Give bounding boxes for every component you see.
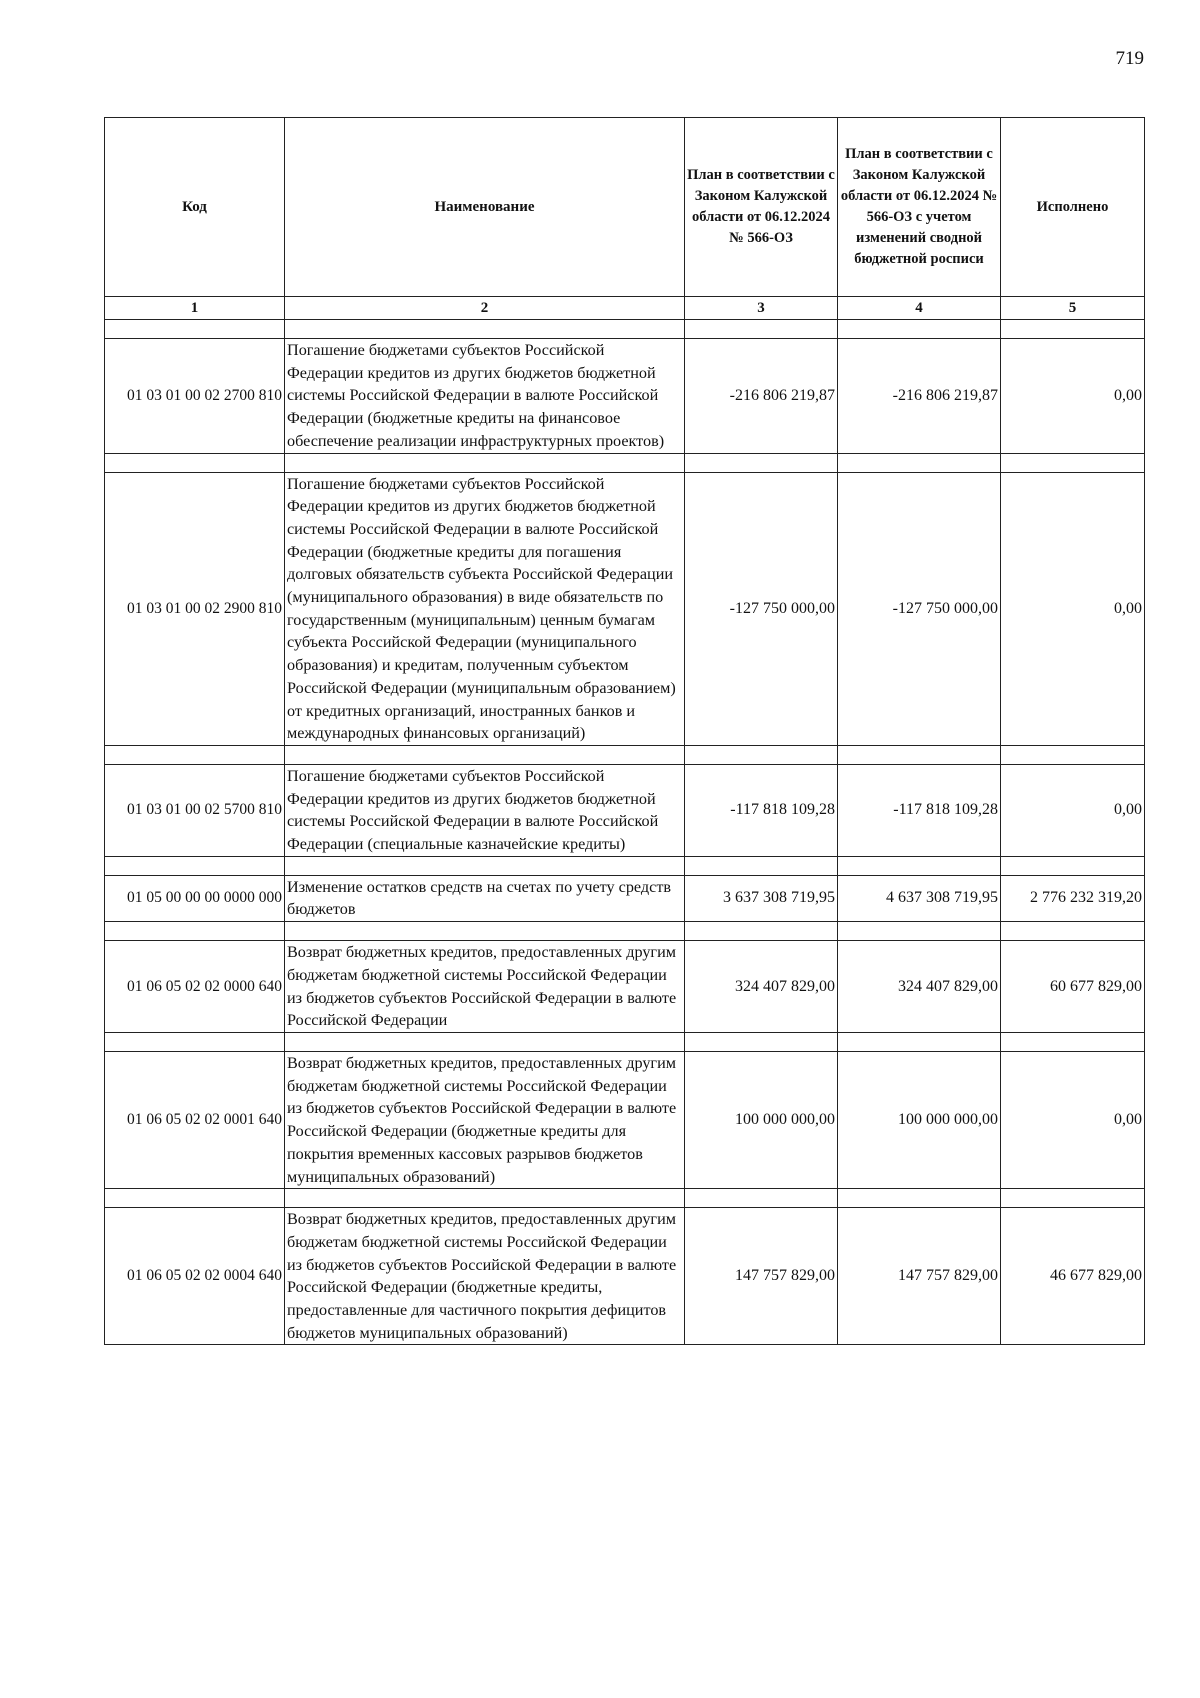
row-name: Погашение бюджетами субъектов Российской Федерации кредитов из других бюджетов бюджетной системы Российской Федерации в валюте Российской Федерации (бюджетные кредиты на финансовое обеспечение реализации инфраструктурных проектов) [285, 339, 685, 454]
row-executed: 2 776 232 319,20 [1001, 875, 1145, 921]
table-row [105, 941, 1145, 1033]
row-plan-law: 100 000 000,00 [685, 1051, 838, 1188]
spacer-row [105, 856, 1145, 875]
table-row [105, 472, 1145, 745]
spacer-row [105, 1032, 1145, 1051]
row-code: 01 06 05 02 02 0000 640 [105, 941, 285, 1033]
table-row [105, 1208, 1145, 1345]
row-executed: 0,00 [1001, 339, 1145, 454]
spacer-row [105, 320, 1145, 339]
header-executed: Исполнено [1001, 118, 1145, 297]
budget-table [104, 117, 1145, 1345]
row-executed: 0,00 [1001, 764, 1145, 856]
row-code: 01 06 05 02 02 0001 640 [105, 1051, 285, 1188]
row-name: Возврат бюджетных кредитов, предоставленных другим бюджетам бюджетной системы Российской Федерации из бюджетов субъектов Российской Федерации в валюте Российской Федерации (бюджетные кредиты для покрытия временных кассовых разрывов бюджетов муниципальных образований) [285, 1051, 685, 1188]
spacer-row [105, 745, 1145, 764]
row-code: 01 03 01 00 02 2900 810 [105, 472, 285, 745]
row-executed: 0,00 [1001, 472, 1145, 745]
row-code: 01 05 00 00 00 0000 000 [105, 875, 285, 921]
header-name: Наименование [285, 118, 685, 297]
column-number-row [105, 297, 1145, 320]
row-plan-law: 324 407 829,00 [685, 941, 838, 1033]
table-header-row [105, 118, 1145, 297]
row-plan-revised: -216 806 219,87 [838, 339, 1001, 454]
row-code: 01 03 01 00 02 2700 810 [105, 339, 285, 454]
row-plan-revised: 4 637 308 719,95 [838, 875, 1001, 921]
table-row [105, 1051, 1145, 1188]
row-plan-revised: -127 750 000,00 [838, 472, 1001, 745]
row-plan-revised: -117 818 109,28 [838, 764, 1001, 856]
row-plan-law: -216 806 219,87 [685, 339, 838, 454]
row-plan-revised: 324 407 829,00 [838, 941, 1001, 1033]
column-number: 3 [685, 297, 838, 320]
row-plan-law: 3 637 308 719,95 [685, 875, 838, 921]
row-plan-revised: 147 757 829,00 [838, 1208, 1001, 1345]
row-name: Погашение бюджетами субъектов Российской Федерации кредитов из других бюджетов бюджетной системы Российской Федерации в валюте Российской Федерации (специальные казначейские кредиты) [285, 764, 685, 856]
row-plan-revised: 100 000 000,00 [838, 1051, 1001, 1188]
row-executed: 60 677 829,00 [1001, 941, 1145, 1033]
row-plan-law: -117 818 109,28 [685, 764, 838, 856]
row-code: 01 03 01 00 02 5700 810 [105, 764, 285, 856]
table-row [105, 339, 1145, 454]
header-code: Код [105, 118, 285, 297]
row-plan-law: 147 757 829,00 [685, 1208, 838, 1345]
spacer-row [105, 1189, 1145, 1208]
row-name: Возврат бюджетных кредитов, предоставленных другим бюджетам бюджетной системы Российской Федерации из бюджетов субъектов Российской Федерации в валюте Российской Федерации [285, 941, 685, 1033]
page-number: 719 [1115, 48, 1144, 69]
row-plan-law: -127 750 000,00 [685, 472, 838, 745]
table-row [105, 764, 1145, 856]
column-number: 2 [285, 297, 685, 320]
row-name: Изменение остатков средств на счетах по учету средств бюджетов [285, 875, 685, 921]
column-number: 1 [105, 297, 285, 320]
header-plan-law: План в соответствии с Законом Калужской области от 06.12.2024 № 566-ОЗ [685, 118, 838, 297]
spacer-row [105, 922, 1145, 941]
column-number: 5 [1001, 297, 1145, 320]
row-executed: 0,00 [1001, 1051, 1145, 1188]
column-number: 4 [838, 297, 1001, 320]
spacer-row [105, 453, 1145, 472]
row-name: Возврат бюджетных кредитов, предоставленных другим бюджетам бюджетной системы Российской Федерации из бюджетов субъектов Российской Федерации в валюте Российской Федерации (бюджетные кредиты, предоставленные для частичного покрытия дефицитов бюджетов муниципальных образований) [285, 1208, 685, 1345]
table-row [105, 875, 1145, 921]
row-code: 01 06 05 02 02 0004 640 [105, 1208, 285, 1345]
header-plan-revised: План в соответствии с Законом Калужской области от 06.12.2024 № 566-ОЗ с учетом изменений сводной бюджетной росписи [838, 118, 1001, 297]
row-executed: 46 677 829,00 [1001, 1208, 1145, 1345]
row-name: Погашение бюджетами субъектов Российской Федерации кредитов из других бюджетов бюджетной системы Российской Федерации в валюте Российской Федерации (бюджетные кредиты для погашения долговых обязательств субъекта Российской Федерации (муниципального образования) в виде обязательств по государственным (муниципальным) ценным бумагам субъекта Российской Федерации (муниципального образования) и кредитам, полученным субъектом Российской Федерации (муниципальным образованием) от кредитных организаций, иностранных банков и международных финансовых организаций) [285, 472, 685, 745]
